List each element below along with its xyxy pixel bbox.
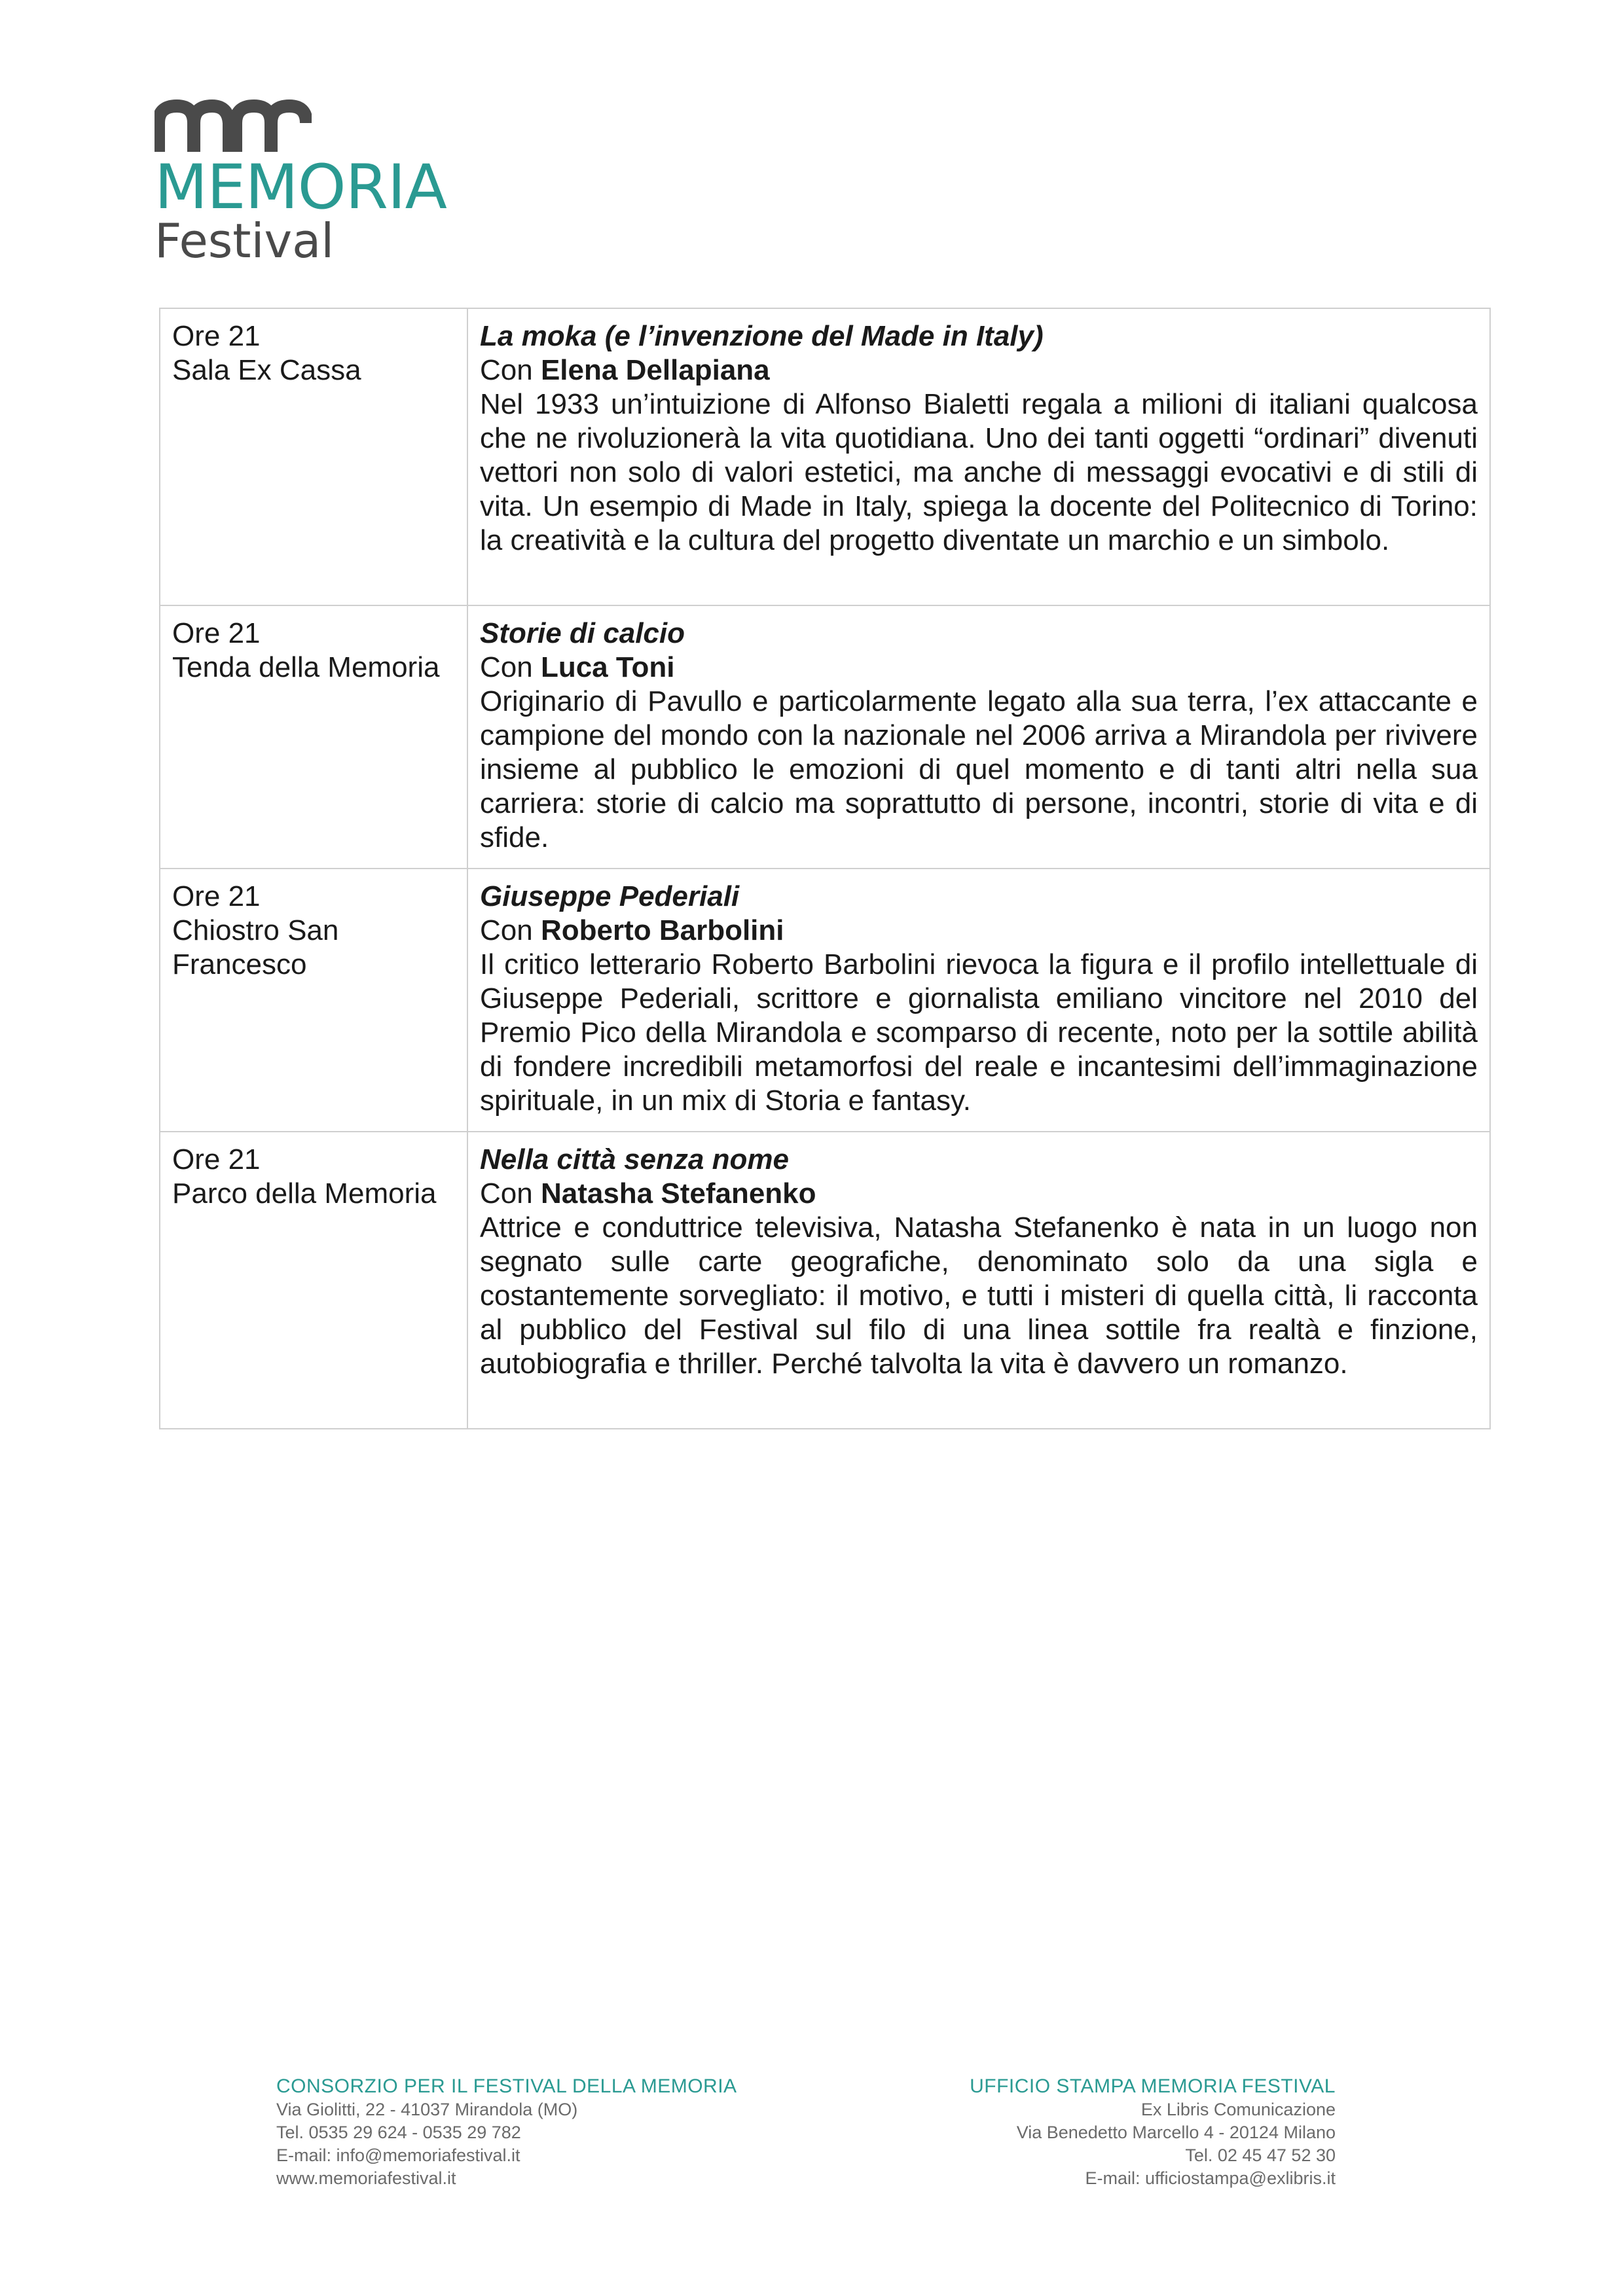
memoria-festival-logo <box>155 97 482 267</box>
event-description: Il critico letterario Roberto Barbolini rievoca la figura e il profilo intellettuale di Giuseppe Pederiali, scrittore e giornalista emiliano vincitore nel 2010 del Premio Pico della Mirandola e scomparso di recente, noto per la sottile abilità di fondere incredibili metamorfosi del reale e incantesimi dell’immaginazione spirituale, in un mix di Storia e fantasy. <box>480 948 1478 1117</box>
event-title: Giuseppe Pederiali <box>480 880 740 912</box>
event-time: Ore 21 <box>172 617 261 649</box>
event-time: Ore 21 <box>172 1143 261 1175</box>
footer-right-phone: Tel. 02 45 47 52 30 <box>1185 2145 1336 2165</box>
event-title: La moka (e l’invenzione del Made in Italy) <box>480 320 1044 352</box>
event-details-cell <box>467 605 1490 869</box>
logo-wordmark: MEMORIA <box>155 152 447 223</box>
event-title: Nella città senza nome <box>480 1143 789 1175</box>
footer-press-office-contact <box>884 2075 1336 2190</box>
event-guest-line <box>480 914 1478 948</box>
logo-mark-icon <box>155 97 312 156</box>
footer-left-phone: Tel. 0535 29 624 - 0535 29 782 <box>276 2123 521 2142</box>
event-when-cell <box>160 605 467 869</box>
table-row <box>160 869 1490 1132</box>
table-row <box>160 308 1490 605</box>
event-details-cell <box>467 1132 1490 1429</box>
event-schedule-table <box>159 308 1491 1429</box>
guest-prefix: Con <box>480 1177 533 1210</box>
event-venue: Chiostro San Francesco <box>172 914 339 980</box>
event-guest-line <box>480 1177 1478 1211</box>
event-details-cell <box>467 869 1490 1132</box>
footer-right-email[interactable]: E-mail: ufficiostampa@exlibris.it <box>1085 2168 1336 2188</box>
event-time: Ore 21 <box>172 320 261 352</box>
footer-left-heading: CONSORZIO PER IL FESTIVAL DELLA MEMORIA <box>276 2075 737 2097</box>
event-when-cell <box>160 1132 467 1429</box>
event-venue: Sala Ex Cassa <box>172 354 361 386</box>
event-guest: Natasha Stefanenko <box>540 1177 816 1210</box>
table-row <box>160 605 1490 869</box>
guest-prefix: Con <box>480 651 533 683</box>
event-guest-line <box>480 651 1478 685</box>
footer-right-company: Ex Libris Comunicazione <box>1140 2100 1336 2119</box>
event-details-cell <box>467 308 1490 605</box>
event-description: Originario di Pavullo e particolarmente legato alla sua terra, l’ex attaccante e campione del mondo con la nazionale nel 2006 arriva a Mirandola per rivivere insieme al pubblico le emozioni di quel momento e di tanti altri nella sua carriera: storie di calcio ma soprattutto di persone, incontri, storie di vita e di sfide. <box>480 685 1478 853</box>
footer-right-address: Via Benedetto Marcello 4 - 20124 Milano <box>1016 2123 1336 2142</box>
event-when-cell <box>160 308 467 605</box>
logo-subtitle: Festival <box>155 213 335 268</box>
guest-prefix: Con <box>480 354 533 386</box>
event-description: Nel 1933 un’intuizione di Alfonso Bialetti regala a milioni di italiani qualcosa che ne rivoluzionerà la vita quotidiana. Uno dei tanti oggetti “ordinari” divenuti vettori non solo di valori estetici, ma anche di messaggi evocativi e di stili di vita. Un esempio di Made in Italy, spiega la docente del Politecnico di Torino: la creatività e la cultura del progetto diventate un marchio e un simbolo. <box>480 388 1478 556</box>
event-venue: Parco della Memoria <box>172 1177 437 1210</box>
table-row <box>160 1132 1490 1429</box>
event-guest-line <box>480 353 1478 387</box>
footer-left-website[interactable]: www.memoriafestival.it <box>276 2168 456 2188</box>
footer-left-address: Via Giolitti, 22 - 41037 Mirandola (MO) <box>276 2100 578 2119</box>
event-when-cell <box>160 869 467 1132</box>
event-time: Ore 21 <box>172 880 261 912</box>
event-guest: Roberto Barbolini <box>540 914 784 946</box>
event-description: Attrice e conduttrice televisiva, Natasha Stefanenko è nata in un luogo non segnato sulle carte geografiche, denominato solo da una sigla e costantemente sorvegliato: il motivo, e tutti i misteri di quella città, li racconta al pubblico del Festival sul filo di una linea sottile fra realtà e finzione, autobiografia e thriller. Perché talvolta la vita è davvero un romanzo. <box>480 1211 1478 1380</box>
guest-prefix: Con <box>480 914 533 946</box>
event-guest: Luca Toni <box>540 651 675 683</box>
footer-consorzio-contact <box>276 2075 748 2190</box>
event-venue: Tenda della Memoria <box>172 651 440 683</box>
footer-right-heading: UFFICIO STAMPA MEMORIA FESTIVAL <box>970 2075 1336 2097</box>
footer-left-email[interactable]: E-mail: info@memoriafestival.it <box>276 2145 520 2165</box>
event-title: Storie di calcio <box>480 617 685 649</box>
event-guest: Elena Dellapiana <box>540 354 770 386</box>
